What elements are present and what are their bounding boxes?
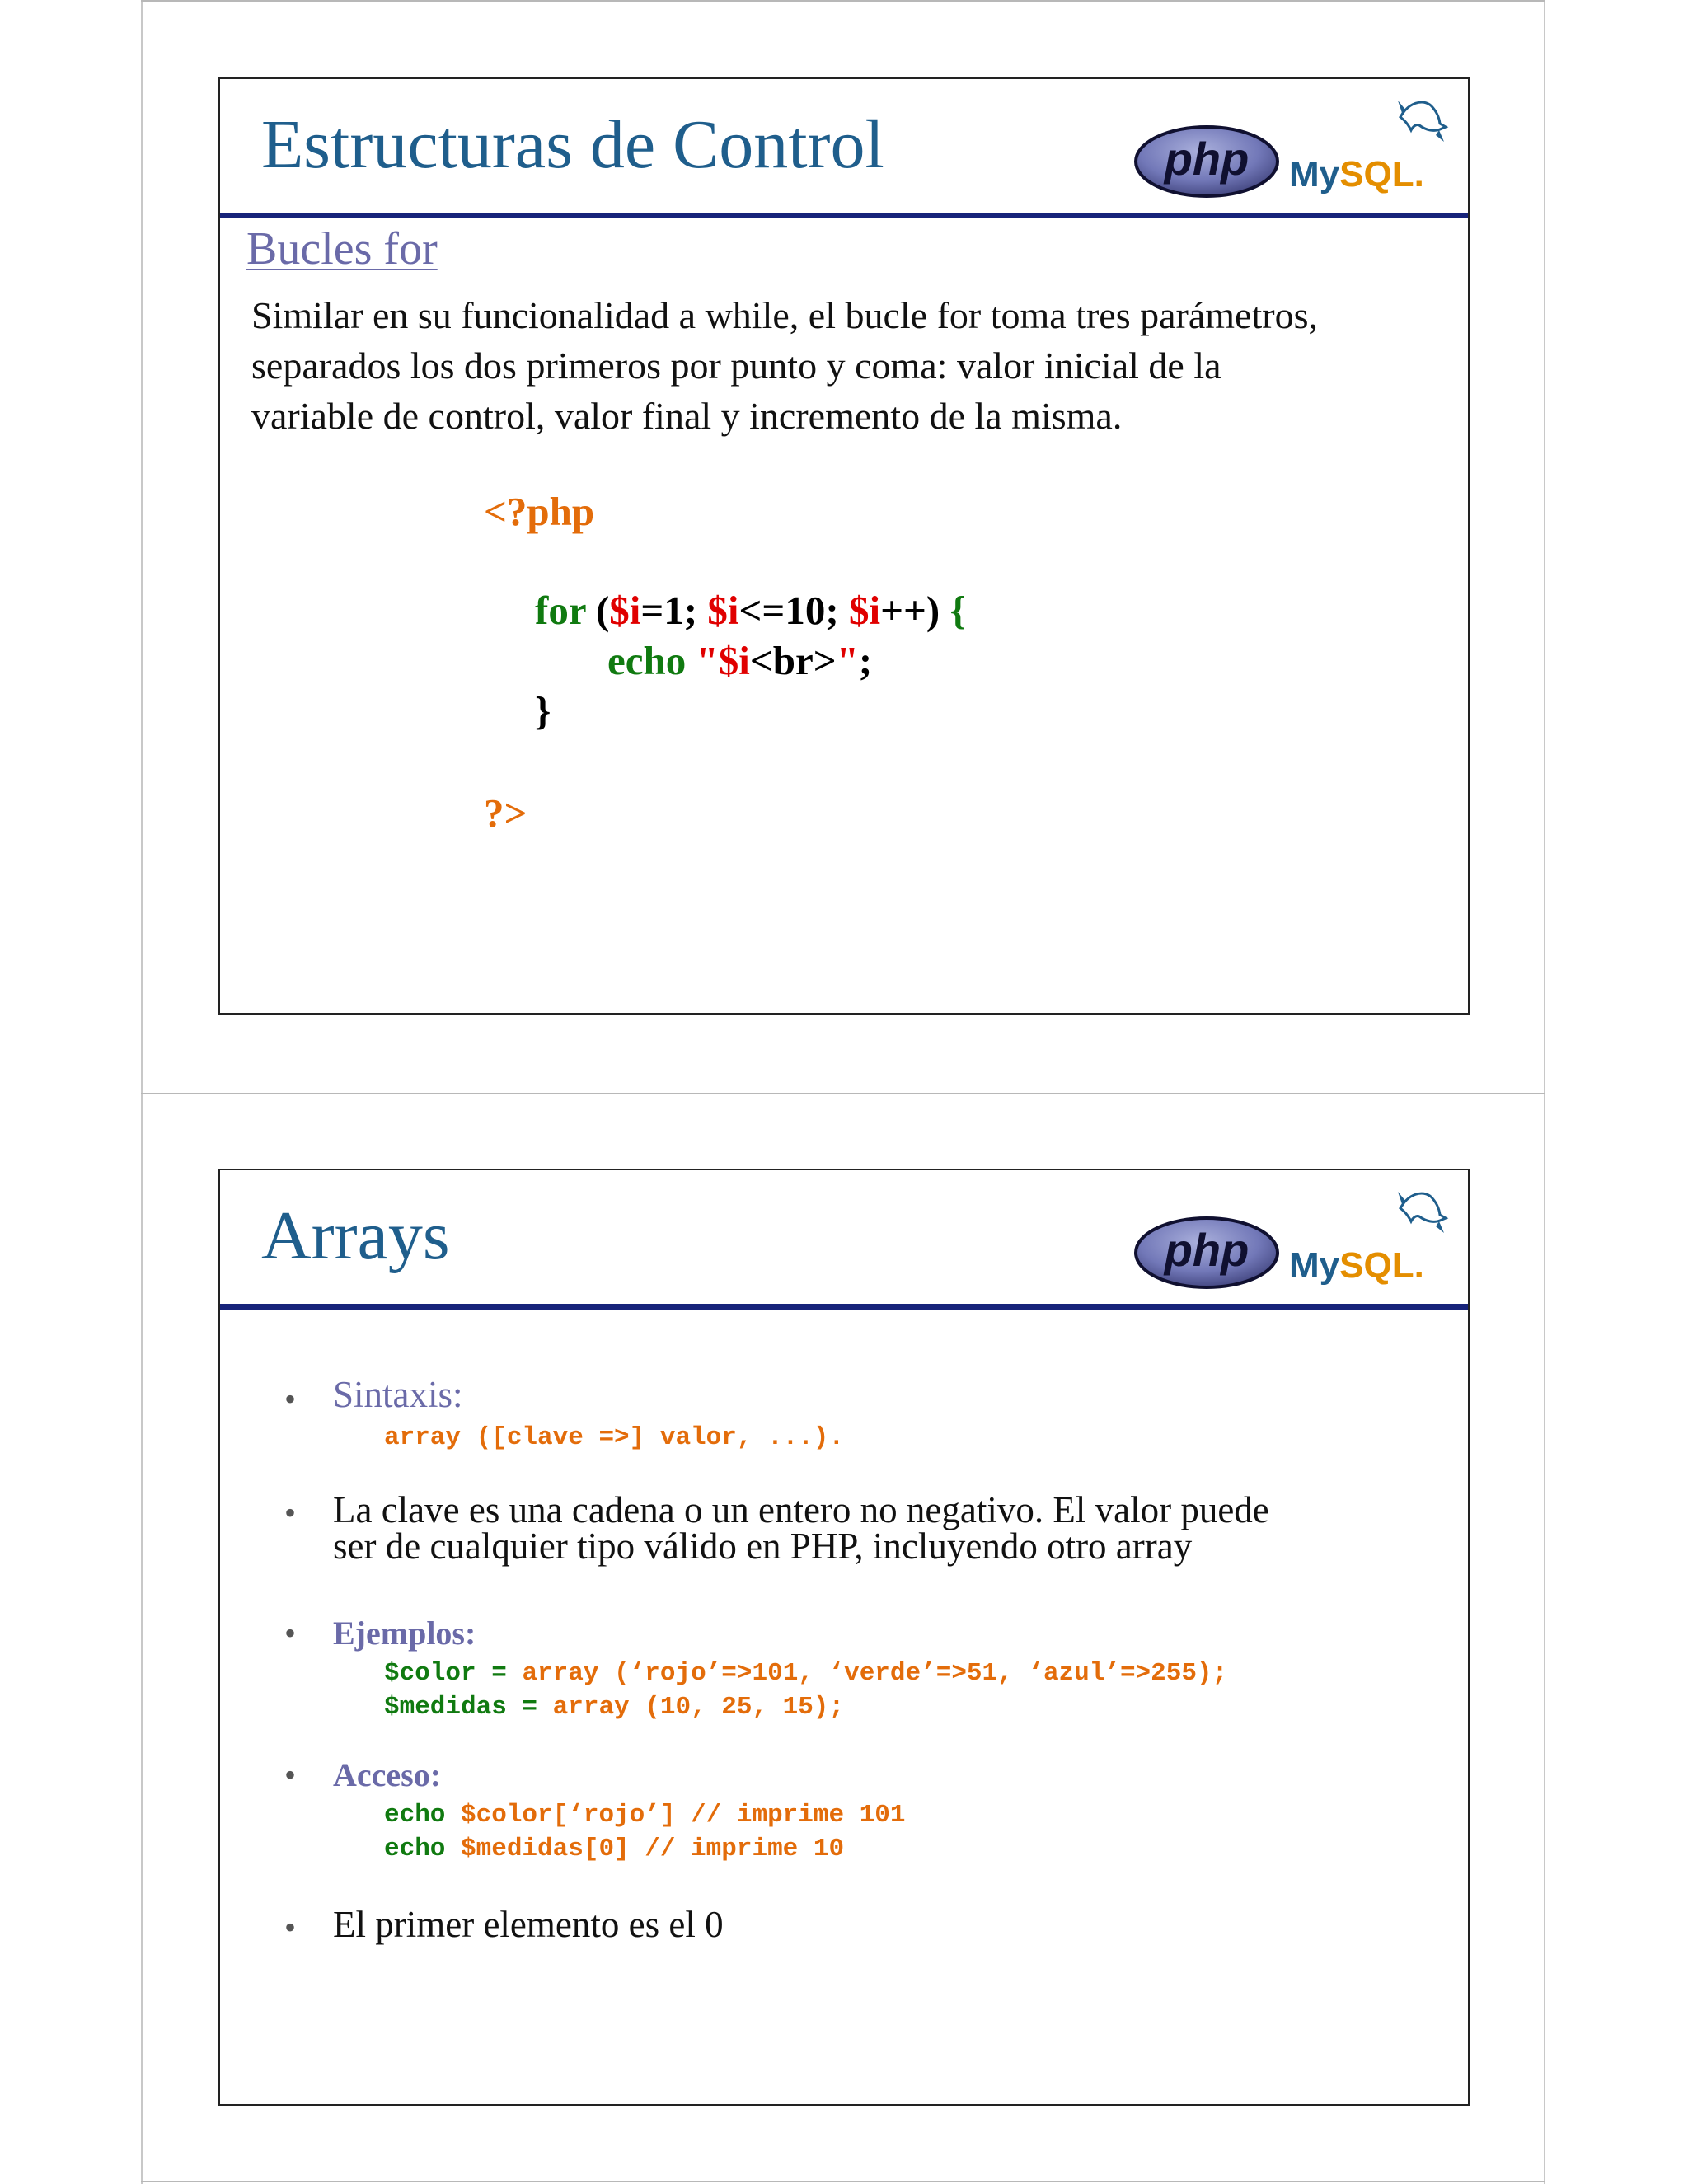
sintaxis-label: Sintaxis: bbox=[333, 1374, 463, 1415]
acceso-label: Acceso: bbox=[333, 1756, 442, 1793]
sintaxis-code: array ([clave =>] valor, ...). bbox=[384, 1423, 845, 1452]
access-medidas: echo $medidas[0] // imprime 10 bbox=[384, 1835, 845, 1863]
paragraph-line: separados los dos primeros por punto y coma: valor inicial de la bbox=[251, 344, 1221, 387]
bullet-marker: • bbox=[284, 1756, 297, 1793]
dolphin-icon bbox=[1398, 1192, 1446, 1233]
php-mysql-logo bbox=[1132, 1185, 1450, 1292]
code-for-line: for ($i=1; $i<=10; $i++) { bbox=[535, 588, 966, 633]
code-echo-line: echo "$i<br>"; bbox=[607, 638, 873, 683]
bullet-marker: • bbox=[284, 1909, 297, 1946]
svg-text:php: php bbox=[1164, 1224, 1250, 1276]
code-close-tag: ?> bbox=[484, 790, 528, 836]
clave-line: ser de cualquier tipo válido en PHP, incluyendo otro array bbox=[333, 1526, 1193, 1567]
page-top-edge bbox=[141, 0, 1545, 2]
slide-divider bbox=[141, 1093, 1545, 1094]
paragraph-line: variable de control, valor final y incremento de la misma. bbox=[251, 395, 1123, 437]
slide-arrays bbox=[218, 1169, 1470, 2106]
page-bottom-edge bbox=[141, 2181, 1545, 2182]
example-color: $color = array (‘rojo’=>101, ‘verde’=>51, ‘azul’=>255); bbox=[384, 1659, 1228, 1688]
title-rule bbox=[220, 213, 1468, 218]
description-paragraph bbox=[251, 290, 1422, 441]
example-medidas: $medidas = array (10, 25, 15); bbox=[384, 1693, 845, 1722]
access-color: echo $color[‘rojo’] // imprime 101 bbox=[384, 1801, 906, 1830]
primer-elemento: El primer elemento es el 0 bbox=[333, 1904, 724, 1945]
section-subtitle: Bucles for bbox=[246, 223, 438, 274]
bullet-marker: • bbox=[284, 1380, 297, 1418]
code-brace-close: } bbox=[535, 688, 551, 733]
title-rule bbox=[220, 1304, 1468, 1310]
svg-text:php: php bbox=[1164, 133, 1250, 185]
bullet-marker: • bbox=[284, 1615, 297, 1652]
code-open-tag: <?php bbox=[484, 489, 595, 534]
paragraph-line: Similar en su funcionalidad a while, el bucle for toma tres parámetros, bbox=[251, 294, 1318, 336]
slide-title: Estructuras de Control bbox=[261, 106, 884, 183]
ejemplos-label: Ejemplos: bbox=[333, 1615, 476, 1652]
bullet-marker: • bbox=[284, 1494, 297, 1531]
slide-estructuras-de-control bbox=[218, 77, 1470, 1015]
svg-text:MySQL.: MySQL. bbox=[1289, 154, 1424, 194]
dolphin-icon bbox=[1398, 101, 1446, 142]
svg-text:MySQL.: MySQL. bbox=[1289, 1245, 1424, 1286]
clave-line: La clave es una cadena o un entero no negativo. El valor puede bbox=[333, 1489, 1269, 1530]
php-mysql-logo bbox=[1132, 94, 1450, 201]
slide-title: Arrays bbox=[261, 1197, 450, 1274]
